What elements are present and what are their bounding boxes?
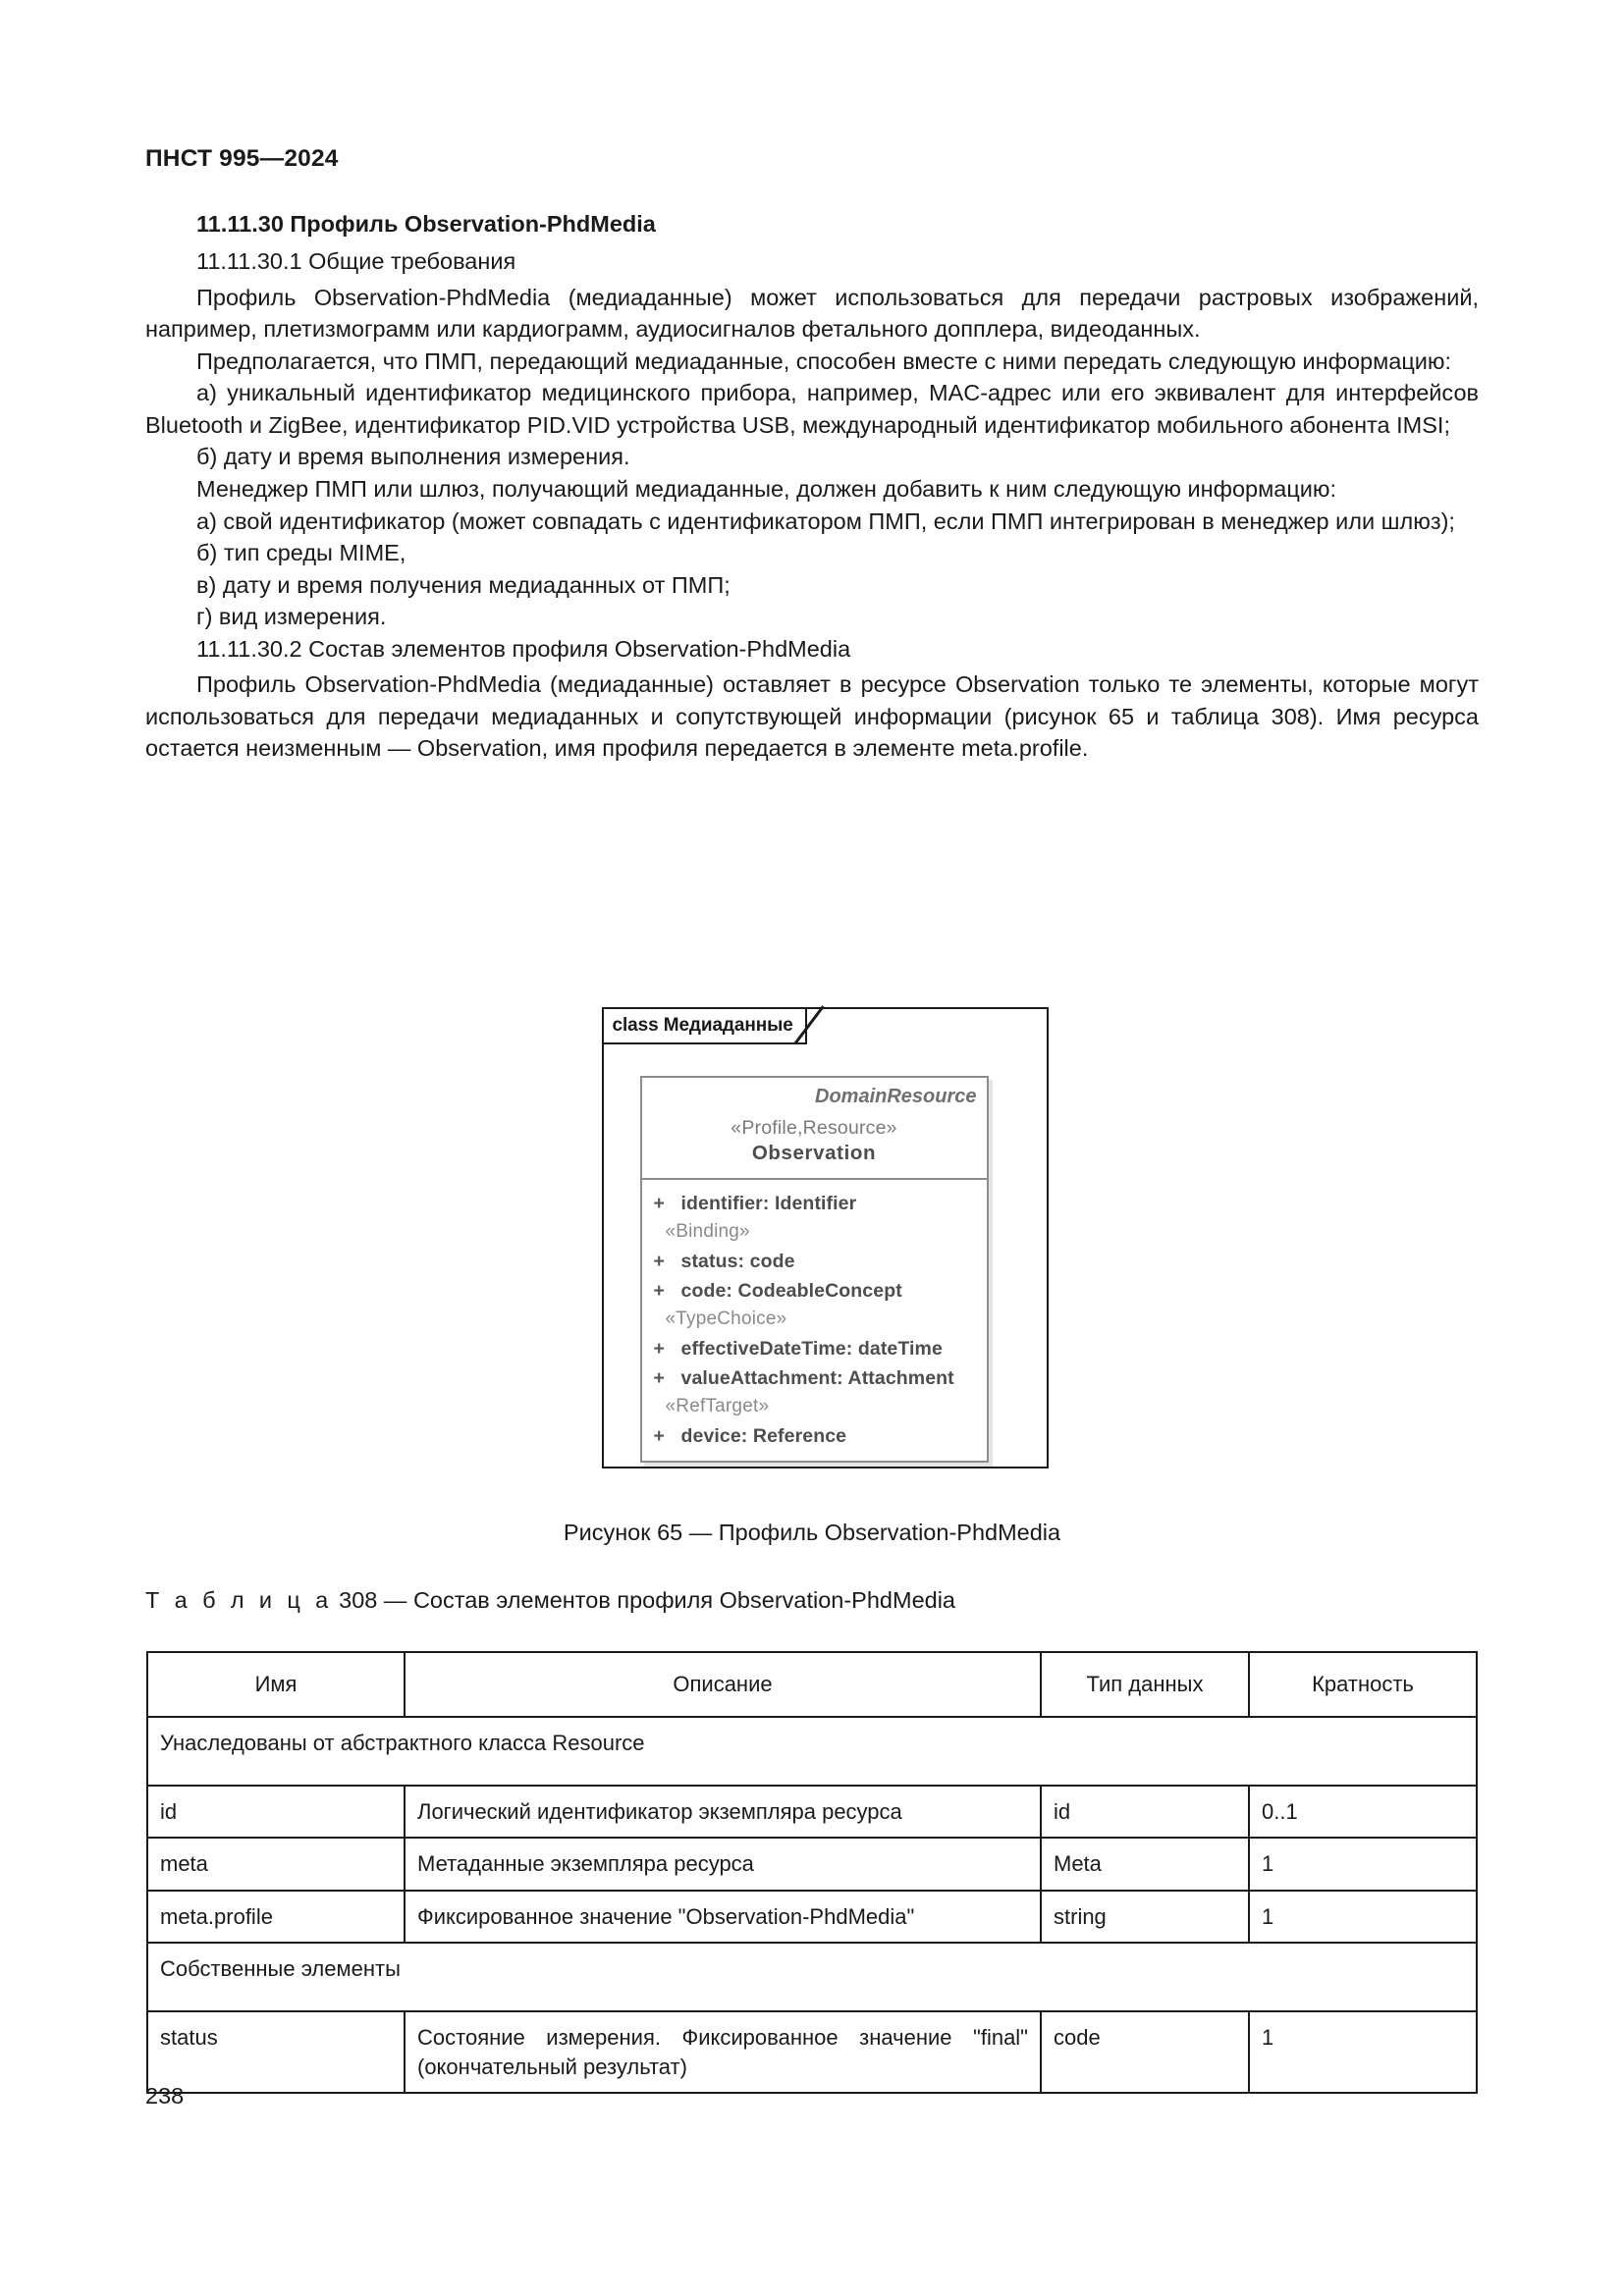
table-cell-name: meta.profile	[147, 1891, 405, 1943]
uml-figure	[0, 1007, 1624, 1468]
table-cell-cardinality: 1	[1249, 1891, 1477, 1943]
subclause-heading-2: 11.11.30.2 Состав элементов профиля Observation-PhdMedia	[196, 635, 851, 662]
uml-attribute-label: identifier: Identifier	[680, 1192, 857, 1214]
uml-attribute-label: status: code	[680, 1250, 795, 1272]
uml-attribute-row	[642, 1247, 987, 1276]
uml-attribute-label: device: Reference	[680, 1424, 847, 1447]
table-cell-name: status	[147, 2011, 405, 2093]
uml-attribute-label: effectiveDateTime: dateTime	[680, 1337, 943, 1360]
table-row	[147, 2011, 1477, 2093]
table-cell-datatype: Meta	[1041, 1838, 1249, 1890]
table-cell-description: Состояние измерения. Фиксированное значение "final" (окончательный результат)	[405, 2011, 1041, 2093]
table-body	[147, 1717, 1477, 2093]
column-header-cardinality: Кратность	[1249, 1652, 1477, 1717]
table-header	[147, 1652, 1477, 1717]
table-cell-name: id	[147, 1786, 405, 1838]
table-cell-datatype: string	[1041, 1891, 1249, 1943]
uml-attribute-visibility: +	[653, 1337, 665, 1360]
table-cell-cardinality: 1	[1249, 2011, 1477, 2093]
paragraph-7: б) тип среды MIME,	[196, 540, 406, 566]
uml-attribute-stereotype: «TypeChoice»	[665, 1308, 787, 1330]
table-cell-cardinality: 0..1	[1249, 1786, 1477, 1838]
table-row	[147, 1786, 1477, 1838]
clause-heading: 11.11.30 Профиль Observation-PhdMedia	[196, 211, 656, 237]
column-header-datatype: Тип данных	[1041, 1652, 1249, 1717]
paragraph-1: Профиль Observation-PhdMedia (медиаданные) может использоваться для передачи растровых изображений, например, плетизмограмм или кардиограмм, аудиосигналов фетального допплера, видеоданных.	[145, 284, 1479, 343]
uml-superclass-label: DomainResource	[815, 1086, 977, 1107]
elements-table	[146, 1651, 1478, 2094]
uml-attribute-row	[642, 1334, 987, 1363]
uml-attribute-label: code: CodeableConcept	[680, 1279, 902, 1302]
table-cell-datatype: code	[1041, 2011, 1249, 2093]
paragraph-5: Менеджер ПМП или шлюз, получающий медиаданные, должен добавить к ним следующую информацию:	[196, 476, 1337, 502]
uml-attribute-visibility: +	[653, 1279, 665, 1302]
uml-class-stereotype: «Profile,Resource»	[731, 1117, 897, 1139]
uml-attribute-row	[642, 1189, 987, 1218]
uml-attribute-visibility: +	[653, 1424, 665, 1447]
uml-attribute-stereotype: «Binding»	[665, 1221, 750, 1243]
table-row	[147, 1891, 1477, 1943]
table-section-label: Собственные элементы	[147, 1943, 1477, 2011]
table-header-row	[147, 1652, 1477, 1717]
table-cell-cardinality: 1	[1249, 1838, 1477, 1890]
uml-attribute-compartment	[642, 1180, 987, 1461]
uml-attribute-visibility: +	[653, 1366, 665, 1389]
table-cell-name: meta	[147, 1838, 405, 1890]
uml-attribute-row	[642, 1276, 987, 1306]
uml-attribute-row	[642, 1421, 987, 1451]
paragraph-3: а) уникальный идентификатор медицинского прибора, например, MAC-адрес или его эквивалент для интерфейсов Bluetooth и ZigBee, идентификатор PID.VID устройства USB, международный идентификатор мобильного абонента IMSI;	[145, 380, 1479, 438]
paragraph-2: Предполагается, что ПМП, передающий медиаданные, способен вместе с ними передать следующую информацию:	[196, 347, 1452, 374]
uml-attribute-label: valueAttachment: Attachment	[680, 1366, 954, 1389]
table-title	[145, 1587, 955, 1614]
page-number: 238	[145, 2083, 185, 2109]
paragraph-8: в) дату и время получения медиаданных от ПМП;	[196, 571, 731, 598]
running-header: ПНСТ 995—2024	[145, 145, 339, 172]
uml-attribute-visibility: +	[653, 1192, 665, 1214]
table-section-row	[147, 1717, 1477, 1786]
table-title-prefix: Т а б л и ц а	[145, 1587, 333, 1613]
paragraph-6: а) свой идентификатор (может совпадать с идентификатором ПМП, если ПМП интегрирован в менеджер или шлюз);	[196, 507, 1455, 534]
table-cell-datatype: id	[1041, 1786, 1249, 1838]
paragraph-9: г) вид измерения.	[196, 604, 387, 630]
column-header-name: Имя	[147, 1652, 405, 1717]
uml-diagram-frame	[602, 1007, 1049, 1468]
table-section-label: Унаследованы от абстрактного класса Resource	[147, 1717, 1477, 1786]
column-header-description: Описание	[405, 1652, 1041, 1717]
uml-class-box	[640, 1076, 989, 1463]
paragraph-4: б) дату и время выполнения измерения.	[196, 444, 630, 470]
paragraph-10: Профиль Observation-PhdMedia (медиаданные) оставляет в ресурсе Observation только те элементы, которые могут использоваться для передачи медиаданных и сопутствующей информации (рисунок 65 и таблица 308). Имя ресурса остается неизменным — Observation, имя профиля передается в элементе meta.profile.	[145, 671, 1479, 762]
subclause-heading-1: 11.11.30.1 Общие требования	[196, 248, 516, 275]
uml-class-header	[642, 1078, 987, 1180]
table-cell-description: Фиксированное значение "Observation-PhdMedia"	[405, 1891, 1041, 1943]
uml-class-name: Observation	[751, 1142, 877, 1165]
body-text-column	[145, 208, 1479, 765]
uml-attribute-row	[642, 1363, 987, 1393]
table-title-rest: 308 — Состав элементов профиля Observation-PhdMedia	[339, 1587, 955, 1613]
uml-attribute-visibility: +	[653, 1250, 665, 1272]
uml-frame-label: class Медиаданные	[612, 1015, 793, 1036]
table-cell-description: Логический идентификатор экземпляра ресурса	[405, 1786, 1041, 1838]
table-row	[147, 1838, 1477, 1890]
uml-attribute-stereotype: «RefTarget»	[665, 1396, 770, 1417]
table-cell-description: Метаданные экземпляра ресурса	[405, 1838, 1041, 1890]
figure-caption: Рисунок 65 — Профиль Observation-PhdMedia	[563, 1520, 1061, 1545]
table-section-row	[147, 1943, 1477, 2011]
